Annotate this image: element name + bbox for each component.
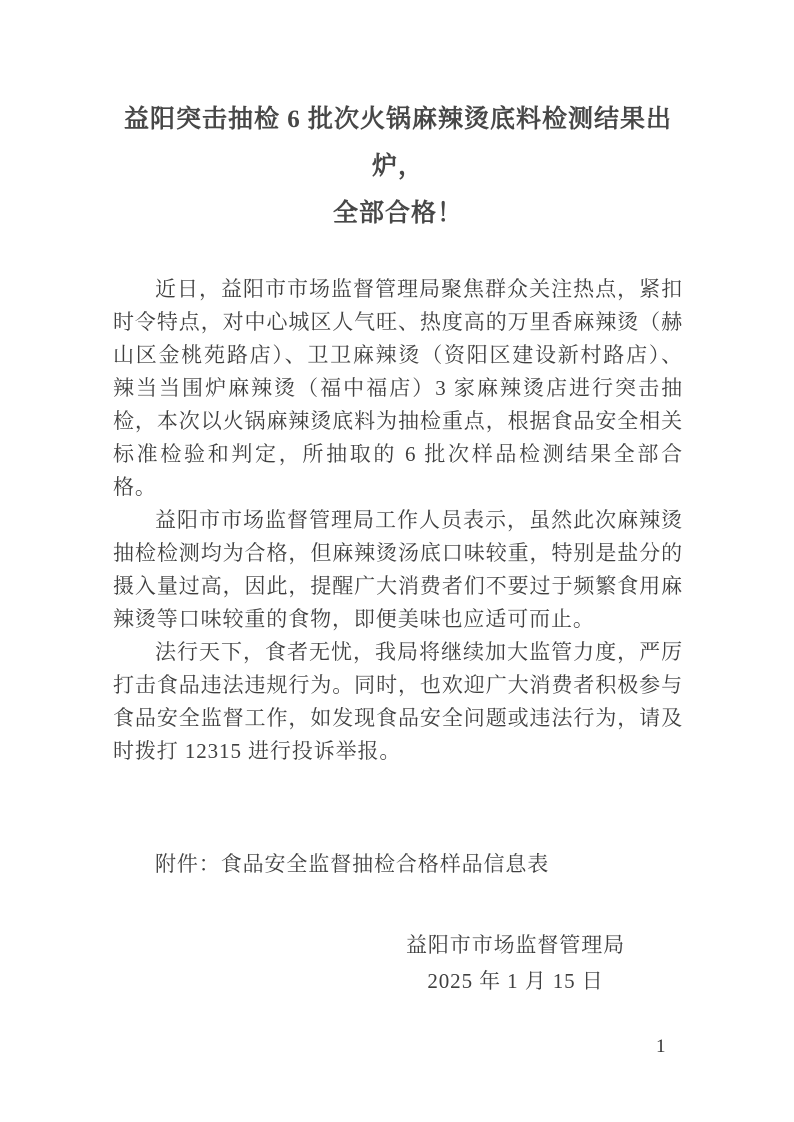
attachment-note: 附件：食品安全监督抽检合格样品信息表 [155,852,550,876]
signature-organization: 益阳市市场监督管理局 [406,933,625,957]
document-body [113,273,683,768]
signature-block [406,927,625,999]
title-line-2: 全部合格！ [332,200,463,227]
signature-date: 2025 年 1 月 15 日 [427,969,604,993]
title-line-1: 益阳突击抽检 6 批次火锅麻辣烫底料检测结果出炉， [123,106,672,180]
paragraph-advisory: 益阳市市场监督管理局工作人员表示，虽然此次麻辣烫抽检检测均为合格，但麻辣烫汤底口味较重，特别是盐分的摄入量过高，因此，提醒广大消费者们不要过于频繁食用麻辣烫等口味较重的食物，即便美味也应适可而止。 [113,508,683,631]
page-number: 1 [656,1036,666,1057]
paragraph-closing: 法行天下，食者无忧，我局将继续加大监管力度，严厉打击食品违法违规行为。同时，也欢迎广大消费者积极参与食品安全监督工作，如发现食品安全问题或违法行为，请及时拨打 12315 进行投诉举报。 [113,640,683,763]
document-title [113,96,683,237]
paragraph-intro: 近日，益阳市市场监督管理局聚焦群众关注热点，紧扣时令特点，对中心城区人气旺、热度高的万里香麻辣烫（赫山区金桃苑路店）、卫卫麻辣烫（资阳区建设新村路店）、辣当当围炉麻辣烫（福中福店）3 家麻辣烫店进行突击抽检，本次以火锅麻辣烫底料为抽检重点，根据食品安全相关标准检验和判定，所抽取的 6 批次样品检测结果全部合格。 [113,277,683,499]
